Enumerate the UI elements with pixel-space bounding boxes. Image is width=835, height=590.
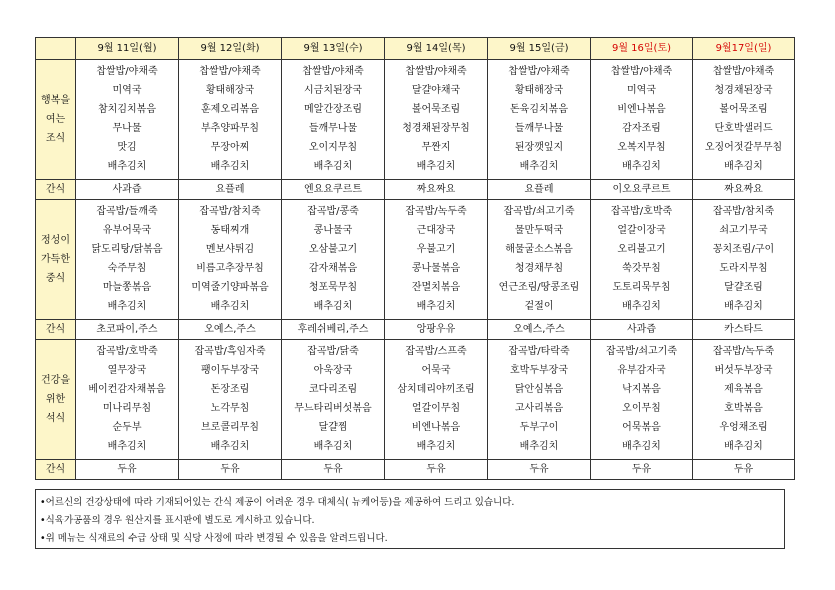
day-menu-cell bbox=[591, 200, 693, 320]
menu-item: 오복지무침 bbox=[617, 142, 666, 153]
menu-item: 잡곡밥/녹두죽 bbox=[405, 206, 467, 217]
menu-item: 달걀찜 bbox=[318, 422, 348, 433]
menu-item: 배추김치 bbox=[416, 441, 456, 452]
menu-item: 어묵국 bbox=[421, 365, 451, 376]
menu-item: 잡곡밥/들깨죽 bbox=[96, 206, 158, 217]
menu-item: 배추김치 bbox=[416, 301, 456, 312]
menu-item: 두부구이 bbox=[519, 422, 559, 433]
day-header: 9월 14일(목) bbox=[385, 38, 488, 60]
menu-item: 노각무침 bbox=[210, 403, 250, 414]
snack-cell: 두유 bbox=[591, 460, 693, 480]
day-menu-cell bbox=[76, 200, 179, 320]
menu-item: 돈육김치볶음 bbox=[510, 104, 568, 115]
menu-item: 오삼불고기 bbox=[308, 244, 358, 255]
menu-item: 들깨무나물 bbox=[308, 123, 358, 134]
breakfast-label bbox=[36, 60, 76, 180]
dinner-snack-row bbox=[36, 460, 795, 480]
day-header-weekend: 9월17일(일) bbox=[693, 38, 795, 60]
menu-item: 도라지무침 bbox=[719, 263, 768, 274]
menu-item: 콩나물볶음 bbox=[411, 263, 461, 274]
dinner-row bbox=[36, 340, 795, 460]
breakfast-row bbox=[36, 60, 795, 180]
menu-item: 비엔나볶음 bbox=[411, 422, 461, 433]
menu-item: 닭안심볶음 bbox=[514, 384, 564, 395]
menu-item: 잡곡밥/흑임자죽 bbox=[194, 346, 266, 357]
menu-item: 멘보샤튀김 bbox=[205, 244, 255, 255]
menu-item: 청경채무침 bbox=[514, 263, 564, 274]
menu-item: 미역국 bbox=[627, 85, 656, 96]
day-menu-cell bbox=[385, 340, 488, 460]
menu-item: 달걀야채국 bbox=[411, 85, 461, 96]
menu-item: 배추김치 bbox=[210, 161, 250, 172]
day-header: 9월 13일(수) bbox=[282, 38, 385, 60]
menu-item: 콩나물국 bbox=[313, 225, 353, 236]
menu-item: 찹쌀밥/야채죽 bbox=[405, 66, 467, 77]
menu-item: 찹쌀밥/야채죽 bbox=[96, 66, 158, 77]
menu-item: 우불고기 bbox=[416, 244, 456, 255]
day-header: 9월 15일(금) bbox=[488, 38, 591, 60]
menu-item: 유부어묵국 bbox=[102, 225, 152, 236]
weekly-menu-table bbox=[35, 37, 795, 480]
day-menu-cell bbox=[488, 340, 591, 460]
menu-item: 잡곡밥/호박죽 bbox=[96, 346, 158, 357]
breakfast-snack-row bbox=[36, 180, 795, 200]
note-line: •위 메뉴는 식재료의 수급 상태 및 식당 사정에 따라 변경될 수 있음을 알려드립니다. bbox=[40, 533, 388, 544]
note-line: •식육가공품의 경우 원산지를 표시판에 별도로 게시하고 있습니다. bbox=[40, 515, 315, 526]
snack-cell: 짜요짜요 bbox=[693, 180, 795, 200]
day-menu-cell bbox=[385, 60, 488, 180]
day-menu-cell bbox=[488, 200, 591, 320]
menu-item: 미역국 bbox=[112, 85, 142, 96]
snack-cell: 사과즙 bbox=[591, 320, 693, 340]
notes-box bbox=[35, 489, 785, 549]
snack-cell: 엔요요쿠르트 bbox=[282, 180, 385, 200]
menu-item: 부추양파무침 bbox=[201, 123, 259, 134]
menu-item: 감자조림 bbox=[622, 123, 661, 134]
day-menu-cell bbox=[282, 60, 385, 180]
menu-item: 찹쌀밥/야채죽 bbox=[199, 66, 261, 77]
menu-item: 무짠지 bbox=[421, 142, 451, 153]
menu-item: 무느타리버섯볶음 bbox=[294, 403, 372, 414]
menu-item: 찹쌀밥/야채죽 bbox=[508, 66, 570, 77]
snack-cell: 오예스,주스 bbox=[488, 320, 591, 340]
dinner-label bbox=[36, 340, 76, 460]
menu-item: 잡곡밥/콩죽 bbox=[307, 206, 359, 217]
day-header-weekend: 9월 16일(토) bbox=[591, 38, 693, 60]
menu-item: 미역줄기양파볶음 bbox=[191, 282, 269, 293]
menu-item: 비엔나볶음 bbox=[617, 104, 666, 115]
menu-item: 황태해장국 bbox=[205, 85, 255, 96]
snack-cell: 오예스,주스 bbox=[179, 320, 282, 340]
menu-item: 배추김치 bbox=[210, 441, 250, 452]
menu-item: 잡곡밥/호박죽 bbox=[610, 206, 673, 217]
menu-item: 꽁치조림/구이 bbox=[712, 244, 775, 255]
header-row bbox=[36, 38, 795, 60]
menu-item: 삼치데리야끼조림 bbox=[397, 384, 475, 395]
meal-label-line: 가득한 bbox=[41, 254, 70, 265]
menu-item: 오징어젓갈무무침 bbox=[704, 142, 783, 153]
menu-item: 어묵볶음 bbox=[622, 422, 661, 433]
snack-label: 간식 bbox=[36, 460, 76, 480]
menu-item: 무나물 bbox=[112, 123, 142, 134]
day-menu-cell bbox=[76, 60, 179, 180]
menu-item: 잡곡밥/타락죽 bbox=[508, 346, 570, 357]
day-menu-cell bbox=[591, 60, 693, 180]
snack-cell: 두유 bbox=[282, 460, 385, 480]
menu-item: 볼어묵조림 bbox=[411, 104, 461, 115]
menu-item: 코다리조림 bbox=[308, 384, 358, 395]
day-menu-cell bbox=[179, 200, 282, 320]
menu-item: 쑥갓무침 bbox=[622, 263, 661, 274]
menu-item: 비름고추장무침 bbox=[196, 263, 264, 274]
menu-item: 청포묵무침 bbox=[308, 282, 358, 293]
snack-cell: 두유 bbox=[488, 460, 591, 480]
menu-item: 고사리볶음 bbox=[514, 403, 564, 414]
menu-item: 해물굴소스볶음 bbox=[505, 244, 573, 255]
menu-item: 우엉채조림 bbox=[719, 422, 768, 433]
menu-item: 찹쌀밥/야채죽 bbox=[302, 66, 364, 77]
menu-item: 물만두떡국 bbox=[514, 225, 564, 236]
menu-item: 잡곡밥/닭죽 bbox=[307, 346, 359, 357]
menu-item: 배추김치 bbox=[622, 301, 661, 312]
day-menu-cell bbox=[693, 60, 795, 180]
snack-cell: 두유 bbox=[76, 460, 179, 480]
menu-item: 배추김치 bbox=[724, 441, 763, 452]
menu-item: 잔멸치볶음 bbox=[411, 282, 461, 293]
day-menu-cell bbox=[693, 200, 795, 320]
day-header: 9월 12일(화) bbox=[179, 38, 282, 60]
day-menu-cell bbox=[282, 200, 385, 320]
lunch-label bbox=[36, 200, 76, 320]
menu-item: 배추김치 bbox=[313, 161, 353, 172]
meal-label-line: 조식 bbox=[45, 133, 66, 144]
day-menu-cell bbox=[282, 340, 385, 460]
menu-item: 맛김 bbox=[117, 142, 137, 153]
menu-item: 호박두부장국 bbox=[510, 365, 568, 376]
menu-item: 달걀조림 bbox=[724, 282, 763, 293]
day-menu-cell bbox=[76, 340, 179, 460]
menu-item: 호박볶음 bbox=[724, 403, 763, 414]
menu-item: 유부감자국 bbox=[617, 365, 666, 376]
menu-item: 팽이두부장국 bbox=[201, 365, 259, 376]
day-header: 9월 11일(월) bbox=[76, 38, 179, 60]
lunch-row bbox=[36, 200, 795, 320]
menu-item: 들깨무나물 bbox=[514, 123, 564, 134]
menu-item: 참치김치볶음 bbox=[98, 104, 156, 115]
menu-item: 미나리무침 bbox=[102, 403, 152, 414]
menu-item: 열무장국 bbox=[107, 365, 147, 376]
menu-item: 배추김치 bbox=[416, 161, 456, 172]
snack-cell: 요플레 bbox=[488, 180, 591, 200]
menu-item: 단호박샐러드 bbox=[714, 123, 773, 134]
menu-item: 베이컨감자채볶음 bbox=[88, 384, 166, 395]
menu-item: 잡곡밥/참치죽 bbox=[712, 206, 775, 217]
snack-cell: 사과즙 bbox=[76, 180, 179, 200]
snack-label: 간식 bbox=[36, 180, 76, 200]
menu-item: 무장아찌 bbox=[210, 142, 250, 153]
menu-item: 낙지볶음 bbox=[622, 384, 661, 395]
menu-item: 메알간장조림 bbox=[304, 104, 362, 115]
meal-label-line: 정성이 bbox=[41, 235, 70, 246]
menu-item: 제육볶음 bbox=[724, 384, 763, 395]
menu-item: 배추김치 bbox=[622, 161, 661, 172]
menu-item: 버섯두부장국 bbox=[714, 365, 773, 376]
menu-item: 얼갈이무침 bbox=[411, 403, 461, 414]
menu-item: 훈제오리볶음 bbox=[201, 104, 259, 115]
menu-item: 배추김치 bbox=[519, 441, 559, 452]
menu-item: 쇠고기무국 bbox=[719, 225, 768, 236]
snack-cell: 요플레 bbox=[179, 180, 282, 200]
menu-item: 브로콜리무침 bbox=[201, 422, 259, 433]
menu-item: 동태찌개 bbox=[210, 225, 250, 236]
menu-item: 배추김치 bbox=[107, 161, 147, 172]
menu-item: 청경채된장무침 bbox=[402, 123, 470, 134]
menu-item: 감자채볶음 bbox=[308, 263, 358, 274]
meal-label-line: 행복을 bbox=[41, 95, 70, 106]
meal-label-line: 중식 bbox=[45, 273, 66, 284]
menu-item: 닭도리탕/닭볶음 bbox=[91, 244, 163, 255]
corner-cell bbox=[36, 38, 76, 60]
menu-item: 찹쌀밥/야채죽 bbox=[610, 66, 673, 77]
menu-item: 찹쌀밥/야채죽 bbox=[712, 66, 775, 77]
snack-label: 간식 bbox=[36, 320, 76, 340]
menu-item: 오리불고기 bbox=[617, 244, 666, 255]
menu-item: 배추김치 bbox=[313, 301, 353, 312]
menu-item: 배추김치 bbox=[724, 161, 763, 172]
menu-item: 겉절이 bbox=[524, 301, 554, 312]
menu-item: 잡곡밥/스프죽 bbox=[405, 346, 467, 357]
menu-item: 배추김치 bbox=[107, 441, 147, 452]
menu-item: 배추김치 bbox=[210, 301, 250, 312]
day-menu-cell bbox=[488, 60, 591, 180]
day-menu-cell bbox=[179, 60, 282, 180]
lunch-snack-row bbox=[36, 320, 795, 340]
menu-item: 배추김치 bbox=[519, 161, 559, 172]
menu-item: 잡곡밥/녹두죽 bbox=[712, 346, 775, 357]
menu-item: 도토리묵무침 bbox=[612, 282, 671, 293]
menu-item: 순두부 bbox=[112, 422, 142, 433]
snack-cell: 두유 bbox=[385, 460, 488, 480]
meal-label-line: 여는 bbox=[45, 114, 66, 125]
day-menu-cell bbox=[591, 340, 693, 460]
snack-cell: 앙팡우유 bbox=[385, 320, 488, 340]
menu-item: 연근조림/땅콩조림 bbox=[498, 282, 580, 293]
menu-item: 얼갈이장국 bbox=[617, 225, 666, 236]
snack-cell: 짜요짜요 bbox=[385, 180, 488, 200]
menu-item: 배추김치 bbox=[724, 301, 763, 312]
snack-cell: 두유 bbox=[179, 460, 282, 480]
menu-item: 배추김치 bbox=[107, 301, 147, 312]
menu-item: 잡곡밥/참치죽 bbox=[199, 206, 261, 217]
menu-item: 배추김치 bbox=[313, 441, 353, 452]
menu-item: 아욱장국 bbox=[313, 365, 353, 376]
menu-item: 잡곡밥/쇠고기죽 bbox=[606, 346, 677, 357]
menu-item: 볼어묵조림 bbox=[719, 104, 768, 115]
menu-item: 된장깻잎지 bbox=[514, 142, 564, 153]
note-line: •어르신의 건강상태에 따라 기재되어있는 간식 제공이 어려운 경우 대체식( 뉴케어등)을 제공하여 드리고 있습니다. bbox=[40, 497, 515, 508]
snack-cell: 이오요쿠르트 bbox=[591, 180, 693, 200]
menu-item: 오이무침 bbox=[622, 403, 661, 414]
meal-label-line: 건강을 bbox=[41, 375, 70, 386]
menu-item: 돈장조림 bbox=[210, 384, 250, 395]
day-menu-cell bbox=[385, 200, 488, 320]
menu-item: 마늘쫑볶음 bbox=[102, 282, 152, 293]
menu-item: 숙주무침 bbox=[107, 263, 147, 274]
menu-item: 잡곡밥/쇠고기죽 bbox=[503, 206, 575, 217]
menu-item: 배추김치 bbox=[622, 441, 661, 452]
menu-item: 시금치된장국 bbox=[304, 85, 362, 96]
meal-label-line: 위한 bbox=[45, 394, 66, 405]
snack-cell: 초코파이,주스 bbox=[76, 320, 179, 340]
snack-cell: 후레쉬베리,주스 bbox=[282, 320, 385, 340]
menu-item: 청경채된장국 bbox=[714, 85, 773, 96]
menu-item: 황태해장국 bbox=[514, 85, 564, 96]
day-menu-cell bbox=[693, 340, 795, 460]
menu-item: 근대장국 bbox=[416, 225, 456, 236]
meal-label-line: 석식 bbox=[45, 413, 66, 424]
snack-cell: 두유 bbox=[693, 460, 795, 480]
snack-cell: 카스타드 bbox=[693, 320, 795, 340]
day-menu-cell bbox=[179, 340, 282, 460]
menu-item: 오이지무침 bbox=[308, 142, 358, 153]
